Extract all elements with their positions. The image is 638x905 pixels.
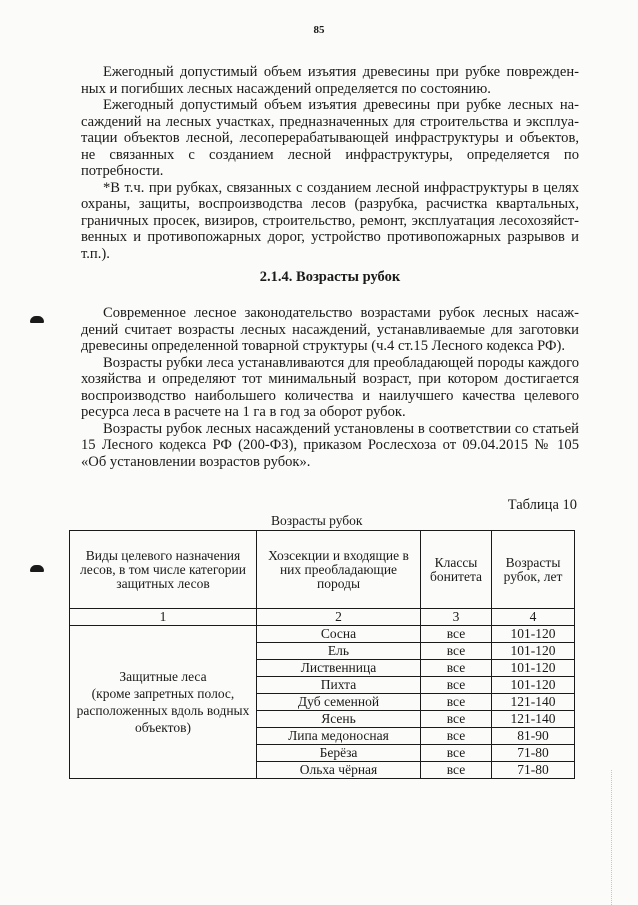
paragraph: Ежегодный допустимый объем изъятия древесины при рубке поврежденных и погибших лесных насаждений определяется по состоянию. xyxy=(81,64,579,97)
paragraph: *В т.ч. при рубках, связанных с созданием лесной инфраструктуры в целях охраны, защиты, воспроизводства лесов (разрубка, расчистка квартальных, граничных просек, визиров, строительство, ремонт, эксплуатация лесохозяйственных и противопожарных дорог, устройство противопожарных разрывов и т.п.). xyxy=(81,179,579,262)
header-cell: Виды целевого назначения лесов, в том числе категории защитных лесов xyxy=(70,531,257,609)
class-cell: все xyxy=(421,677,492,694)
column-number: 1 xyxy=(70,609,257,626)
column-number: 3 xyxy=(421,609,492,626)
class-cell: все xyxy=(421,626,492,643)
class-cell: все xyxy=(421,762,492,779)
age-cell: 101-120 xyxy=(492,626,575,643)
age-cell: 101-120 xyxy=(492,660,575,677)
table-header-row xyxy=(70,531,575,609)
category-title: Защитные леса xyxy=(119,669,207,684)
table-label: Таблица 10 xyxy=(507,497,577,513)
age-cell: 71-80 xyxy=(492,762,575,779)
species-cell: Ель xyxy=(257,643,421,660)
scan-edge-line xyxy=(611,770,613,905)
class-cell: все xyxy=(421,660,492,677)
age-cell: 101-120 xyxy=(492,643,575,660)
paragraph: Возрасты рубок лесных насаждений установлены в соответствии со статьей 15 Лесного кодекса РФ (200-ФЗ), приказом Рослесхоза от 09.04.2015 № 105 «Об установлении возрастов рубок». xyxy=(81,420,579,470)
table-caption: Возрасты рубок xyxy=(271,513,363,528)
species-cell: Пихта xyxy=(257,677,421,694)
class-cell: все xyxy=(421,728,492,745)
paragraph: Возрасты рубки леса устанавливаются для преобладающей породы каждого хозяйства и определяют тот минимальный возраст, при котором достигается воспроизводство наибольшего количества и наилучшего качества целевого ресурса леса в расчете на 1 га в год за оборот рубок. xyxy=(81,354,579,420)
column-number: 2 xyxy=(257,609,421,626)
class-cell: все xyxy=(421,694,492,711)
table-row xyxy=(70,626,575,643)
paragraph: Современное лесное законодательство возрастами рубок лесных насаждений считает возрасты лесных насаждений, устанавливаемые для заготовки древесины определенной товарной структуры (ч.4 ст.15 Лесного кодекса РФ). xyxy=(81,305,579,354)
section-text-block xyxy=(81,305,579,470)
paragraph: Ежегодный допустимый объем изъятия древесины при рубке лесных насаждений на лесных участках, предназначенных для строительства и эксплуатации объектов лесной, лесоперерабатывающей инфраструктуры и объектов, не связанных с созданием лесной инфраструктуры, определяется по потребности. xyxy=(81,97,579,179)
header-cell: Возрасты рубок, лет xyxy=(492,531,575,609)
species-cell: Ольха чёрная xyxy=(257,762,421,779)
species-cell: Берёза xyxy=(257,745,421,762)
class-cell: все xyxy=(421,643,492,660)
category-subtitle: (кроме запретных полос, расположенных вдоль водных объектов) xyxy=(76,686,250,735)
species-cell: Дуб семенной xyxy=(257,694,421,711)
binder-hole-mark xyxy=(30,316,44,323)
species-cell: Липа медоносная xyxy=(257,728,421,745)
age-cell: 121-140 xyxy=(492,711,575,728)
age-cell: 121-140 xyxy=(492,694,575,711)
column-number: 4 xyxy=(492,609,575,626)
binder-hole-mark xyxy=(30,565,44,572)
class-cell: все xyxy=(421,745,492,762)
category-cell xyxy=(70,626,257,779)
column-number-row xyxy=(70,609,575,626)
section-heading: 2.1.4. Возрасты рубок xyxy=(259,269,401,285)
age-cell: 81-90 xyxy=(492,728,575,745)
harvest-age-table xyxy=(69,530,575,779)
species-cell: Сосна xyxy=(257,626,421,643)
class-cell: все xyxy=(421,711,492,728)
header-cell: Хозсекции и входящие в них преобладающие породы xyxy=(257,531,421,609)
species-cell: Лиственница xyxy=(257,660,421,677)
age-cell: 101-120 xyxy=(492,677,575,694)
top-text-block xyxy=(81,64,579,262)
page-number: 85 xyxy=(313,24,325,36)
age-cell: 71-80 xyxy=(492,745,575,762)
header-cell: Классы бонитета xyxy=(421,531,492,609)
species-cell: Ясень xyxy=(257,711,421,728)
